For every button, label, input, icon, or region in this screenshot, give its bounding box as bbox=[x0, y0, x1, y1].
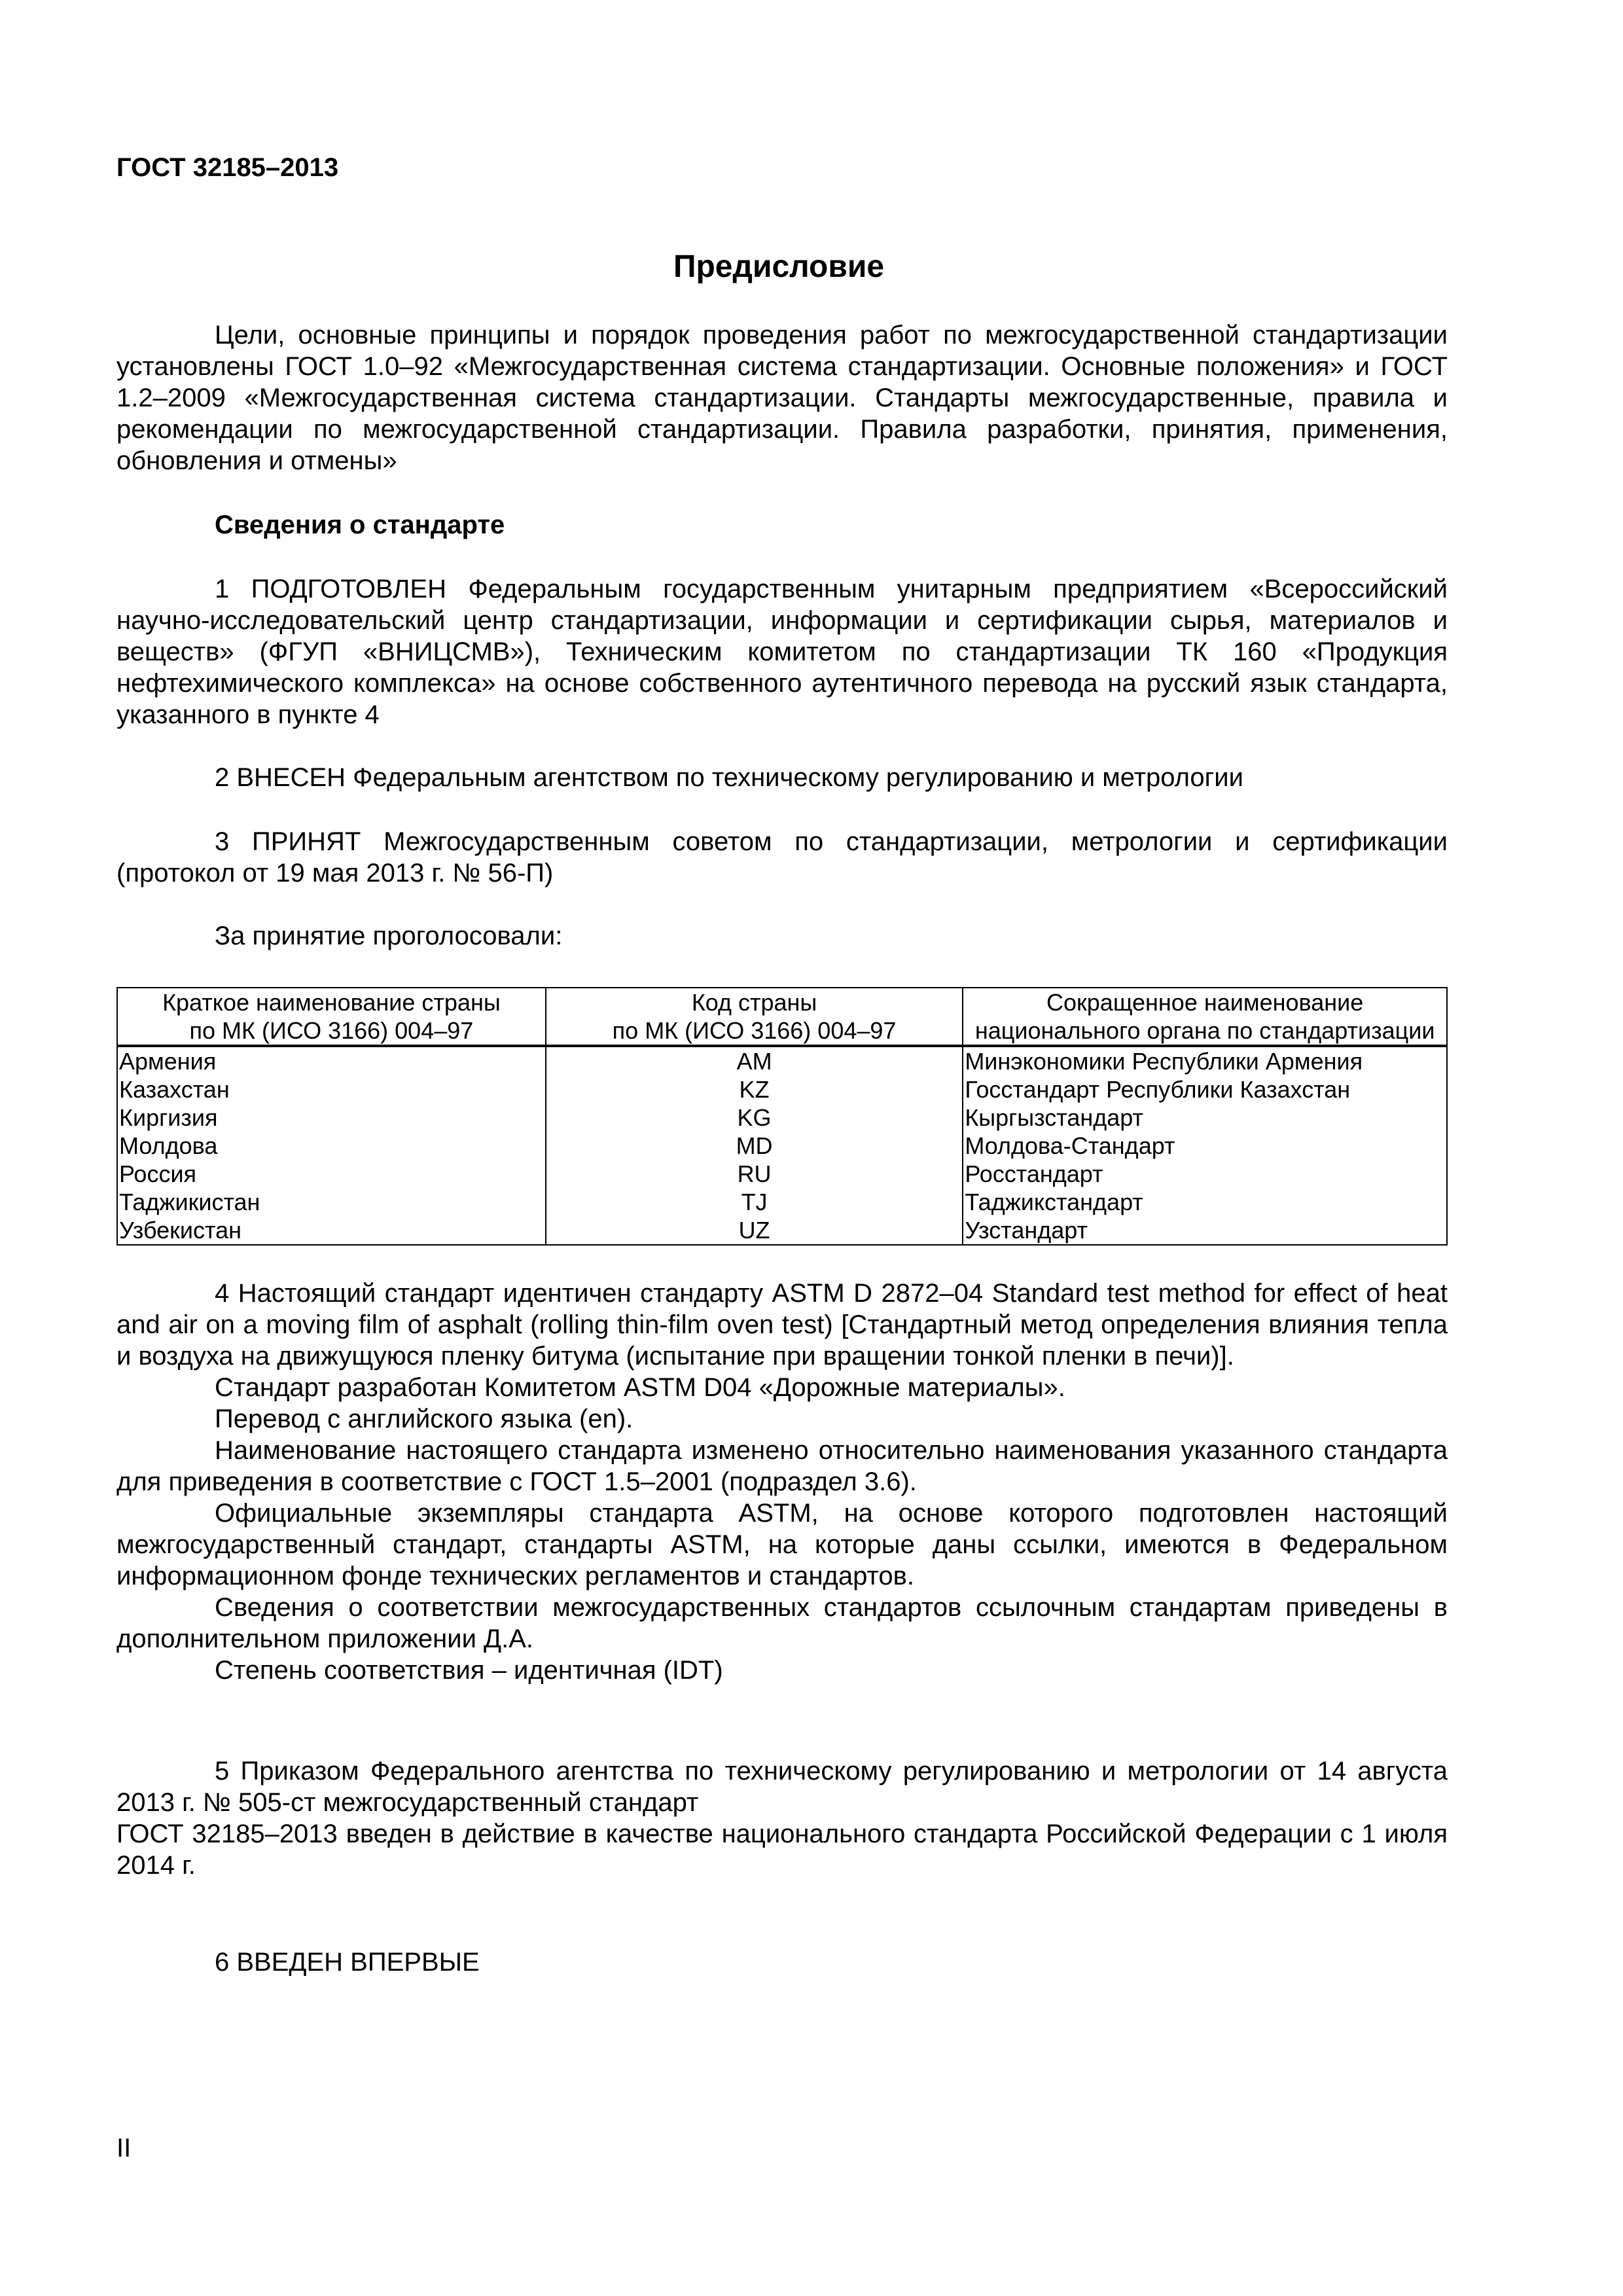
item-5-section bbox=[116, 1755, 1448, 1881]
authority-cell: Минэкономики Республики Армения bbox=[963, 1046, 1447, 1075]
item-4-paragraph-7: Степень соответствия – идентичная (IDT) bbox=[215, 1656, 723, 1685]
item-6-paragraph: 6 ВВЕДЕН ВПЕРВЫЕ bbox=[215, 1948, 480, 1977]
country-cell: Киргизия bbox=[117, 1103, 546, 1132]
table-row bbox=[117, 1188, 1447, 1216]
code-cell: KG bbox=[546, 1103, 963, 1132]
item-4-paragraph-5: Официальные экземпляры стандарта ASTM, на основе которого подготовлен настоящий межгосударственный стандарт, стандарты ASTM, на которые даны ссылки, имеются в Федеральном информационном фонде технических регламентов и стандартов. bbox=[116, 1499, 1448, 1590]
item-3-paragraph: 3 ПРИНЯТ Межгосударственным советом по стандартизации, метрологии и сертификации (протокол от 19 мая 2013 г. № 56-П) bbox=[116, 827, 1448, 888]
column-header-country: Краткое наименование страны по МК (ИСО 3166) 004–97 bbox=[117, 988, 546, 1046]
item-4-section bbox=[116, 1278, 1448, 1686]
code-cell: KZ bbox=[546, 1075, 963, 1103]
authority-cell: Кыргызстандарт bbox=[963, 1103, 1447, 1132]
country-cell: Казахстан bbox=[117, 1075, 546, 1103]
table-row bbox=[117, 1075, 1447, 1103]
table-header-row bbox=[117, 988, 1447, 1046]
item-5-line-1: 5 Приказом Федерального агентства по техническому регулированию и метрологии от 14 августа 2013 г. № 505-ст межгосударственный стандарт bbox=[116, 1757, 1448, 1817]
item-2-paragraph: 2 ВНЕСЕН Федеральным агентством по техническому регулированию и метрологии bbox=[215, 763, 1243, 792]
country-cell: Армения bbox=[117, 1046, 546, 1075]
table-row bbox=[117, 1132, 1447, 1160]
item-4-paragraph-2: Стандарт разработан Комитетом ASTM D04 «Дорожные материалы». bbox=[215, 1373, 1065, 1402]
code-cell: TJ bbox=[546, 1188, 963, 1216]
standard-code-header: ГОСТ 32185–2013 bbox=[116, 153, 339, 182]
intro-paragraph: Цели, основные принципы и порядок проведения работ по межгосударственной стандартизации установлены ГОСТ 1.0–92 «Межгосударственная система стандартизации. Основные положения» и ГОСТ 1.2–2009 «Межгосударственная система стандартизации. Стандарты межгосударственные, правила и рекомендации по межгосударственной стандартизации. Правила разработки, принятия, применения, обновления и отмены» bbox=[116, 321, 1448, 475]
table-row bbox=[117, 1216, 1447, 1245]
page-number: II bbox=[116, 2134, 132, 2162]
country-cell: Таджикистан bbox=[117, 1188, 546, 1216]
table-row bbox=[117, 1160, 1447, 1188]
item-5-line-2: ГОСТ 32185–2013 введен в действие в качестве национального стандарта Российской Федерации с 1 июля 2014 г. bbox=[116, 1820, 1448, 1880]
item-1-paragraph: 1 ПОДГОТОВЛЕН Федеральным государственным унитарным предприятием «Всероссийский научно-исследовательский центр стандартизации, информации и сертификации сырья, материалов и веществ» (ФГУП «ВНИЦСМВ»), Техническим комитетом по стандартизации ТК 160 «Продукция нефтехимического комплекса» на основе собственного аутентичного перевода на русский язык стандарта, указанного в пункте 4 bbox=[116, 575, 1448, 729]
item-4-paragraph-3: Перевод с английского языка (en). bbox=[215, 1405, 633, 1433]
info-heading: Сведения о стандарте bbox=[215, 511, 505, 539]
item-4-paragraph-4: Наименование настоящего стандарта изменено относительно наименования указанного стандарта для приведения в соответствие с ГОСТ 1.5–2001 (подраздел 3.6). bbox=[116, 1436, 1448, 1496]
authority-cell: Росстандарт bbox=[963, 1160, 1447, 1188]
column-header-code: Код страны по МК (ИСО 3166) 004–97 bbox=[546, 988, 963, 1046]
column-header-authority: Сокращенное наименование национального органа по стандартизации bbox=[963, 988, 1447, 1046]
country-cell: Молдова bbox=[117, 1132, 546, 1160]
table-row bbox=[117, 1046, 1447, 1075]
voting-countries-table bbox=[116, 987, 1448, 1246]
authority-cell: Таджикстандарт bbox=[963, 1188, 1447, 1216]
country-cell: Узбекистан bbox=[117, 1216, 546, 1245]
authority-cell: Молдова-Стандарт bbox=[963, 1132, 1447, 1160]
code-cell: MD bbox=[546, 1132, 963, 1160]
authority-cell: Узстандарт bbox=[963, 1216, 1447, 1245]
item-4-paragraph-1: 4 Настоящий стандарт идентичен стандарту ASTM D 2872–04 Standard test method for effect of heat and air on a moving film of asphalt (rolling thin-film oven test) [Стандартный метод определения влияния тепла и воздуха на движущуюся пленку битума (испытание при вращении тонкой пленки в печи)]. bbox=[116, 1279, 1448, 1371]
code-cell: RU bbox=[546, 1160, 963, 1188]
code-cell: UZ bbox=[546, 1216, 963, 1245]
country-cell: Россия bbox=[117, 1160, 546, 1188]
item-4-paragraph-6: Сведения о соответствии межгосударственных стандартов ссылочным стандартам приведены в дополнительном приложении Д.А. bbox=[116, 1593, 1448, 1653]
authority-cell: Госстандарт Республики Казахстан bbox=[963, 1075, 1447, 1103]
vote-intro: За принятие проголосовали: bbox=[215, 922, 563, 950]
page-title: Предисловие bbox=[673, 249, 885, 284]
code-cell: AM bbox=[546, 1046, 963, 1075]
table-row bbox=[117, 1103, 1447, 1132]
